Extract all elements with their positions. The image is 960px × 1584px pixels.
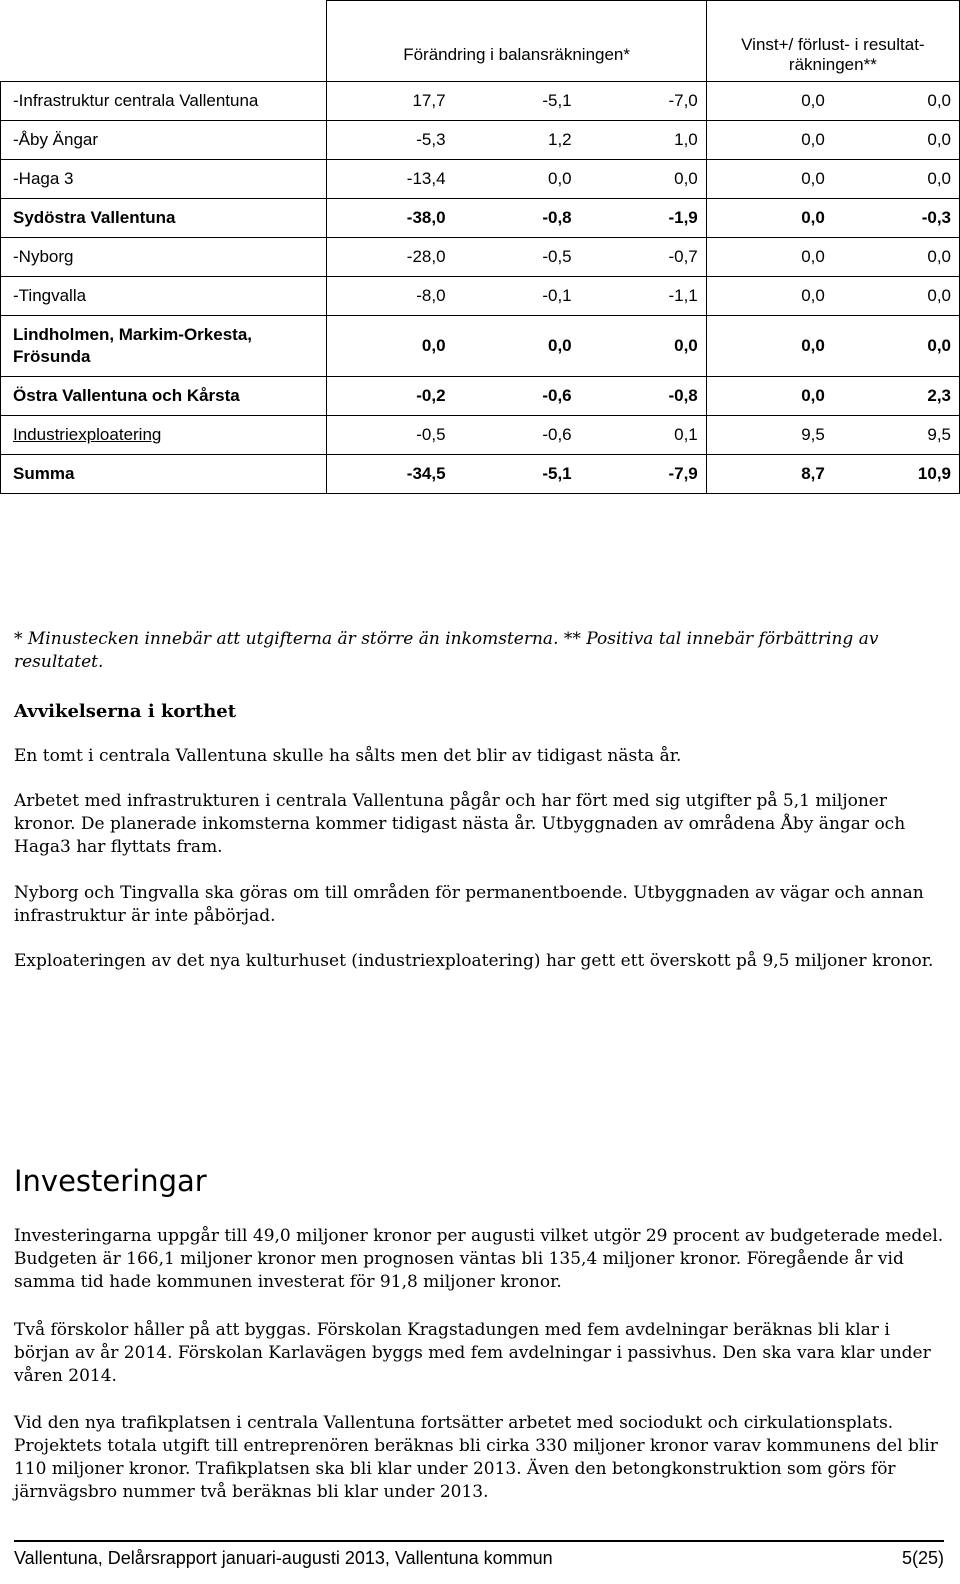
row-value: 9,5	[706, 416, 833, 455]
header-result: Vinst+/ förlust- i resultat-räkningen**	[706, 1, 959, 82]
row-value: 0,0	[327, 316, 454, 377]
exploitation-table	[0, 0, 960, 494]
row-value: 2,3	[833, 377, 960, 416]
table-row	[1, 377, 960, 416]
row-value: 0,0	[833, 82, 960, 121]
row-value: 0,0	[454, 316, 580, 377]
table-row	[1, 455, 960, 494]
row-value: -0,6	[454, 377, 580, 416]
row-value: 0,0	[833, 316, 960, 377]
row-value: -0,8	[454, 199, 580, 238]
row-label: Sydöstra Vallentuna	[1, 199, 327, 238]
table-row	[1, 82, 960, 121]
row-value: 0,0	[706, 199, 833, 238]
row-label: Industriexploatering	[1, 416, 327, 455]
row-value: -0,6	[454, 416, 580, 455]
table-footnote: * Minustecken innebär att utgifterna är större än inkomsterna. ** Positiva tal innebär förbättring av resultatet.	[14, 629, 879, 672]
row-value: -5,1	[454, 82, 580, 121]
row-value: 0,0	[454, 160, 580, 199]
row-value: -8,0	[327, 277, 454, 316]
row-value: 8,7	[706, 455, 833, 494]
header-balance: Förändring i balansräkningen*	[327, 1, 706, 82]
row-value: -0,1	[454, 277, 580, 316]
row-value: 1,2	[454, 121, 580, 160]
table-row	[1, 121, 960, 160]
row-label: -Nyborg	[1, 238, 327, 277]
table-row	[1, 160, 960, 199]
row-value: -1,9	[580, 199, 707, 238]
row-label: -Tingvalla	[1, 277, 327, 316]
row-label: -Haga 3	[1, 160, 327, 199]
row-value: -0,5	[454, 238, 580, 277]
row-value: -7,0	[580, 82, 707, 121]
row-value: 0,0	[706, 121, 833, 160]
row-value: 9,5	[833, 416, 960, 455]
row-value: -5,1	[454, 455, 580, 494]
table-row	[1, 238, 960, 277]
row-value: 0,0	[833, 277, 960, 316]
header-blank-cell	[1, 1, 327, 82]
row-value: -38,0	[327, 199, 454, 238]
row-label: -Infrastruktur centrala Vallentuna	[1, 82, 327, 121]
row-value: 0,0	[706, 82, 833, 121]
row-value: -7,9	[580, 455, 707, 494]
table-header-row	[1, 1, 960, 82]
row-value: 17,7	[327, 82, 454, 121]
investments-paragraph-2: Två förskolor håller på att byggas. Förskolan Kragstadungen med fem avdelningar beräknas bli klar i början av år 2014. Förskolan Karlavägen byggs med fem avdelningar i passivhus. Den ska vara klar under våren 2014.	[14, 1320, 931, 1386]
row-value: 0,0	[833, 121, 960, 160]
row-value: 0,0	[833, 238, 960, 277]
row-value: 0,1	[580, 416, 707, 455]
row-value: -0,5	[327, 416, 454, 455]
investments-title: Investeringar	[14, 1164, 207, 1198]
row-value: 10,9	[833, 455, 960, 494]
row-value: 0,0	[833, 160, 960, 199]
deviations-paragraph-4: Exploateringen av det nya kulturhuset (industriexploatering) har gett ett överskott på 9,5 miljoner kronor.	[14, 951, 934, 971]
page-number: 5(25)	[901, 1548, 944, 1568]
row-value: -0,2	[327, 377, 454, 416]
table-row	[1, 416, 960, 455]
row-value: -34,5	[327, 455, 454, 494]
table-row	[1, 199, 960, 238]
deviations-paragraph-2: Arbetet med infrastrukturen i centrala Vallentuna pågår och har fört med sig utgifter på 5,1 miljoner kronor. De planerade inkomsterna kommer tidigast nästa år. Utbyggnaden av områdena Åby ängar och Haga3 har flyttats fram.	[14, 791, 906, 857]
table-row	[1, 277, 960, 316]
row-label: Lindholmen, Markim-Orkesta, Frösunda	[1, 316, 327, 377]
row-value: 0,0	[706, 377, 833, 416]
row-value: 0,0	[580, 160, 707, 199]
row-value: -1,1	[580, 277, 707, 316]
row-value: -0,7	[580, 238, 707, 277]
investments-paragraph-1: Investeringarna uppgår till 49,0 miljoner kronor per augusti vilket utgör 29 procent av budgeterade medel. Budgeten är 166,1 miljoner kronor men prognosen väntas bli 135,4 miljoner kronor. Föregående år vid samma tid hade kommunen investerat för 91,8 miljoner kronor.	[14, 1226, 944, 1292]
deviations-heading: Avvikelserna i korthet	[14, 701, 237, 722]
row-value: 0,0	[706, 238, 833, 277]
row-value: 0,0	[706, 277, 833, 316]
deviations-paragraph-1: En tomt i centrala Vallentuna skulle ha sålts men det blir av tidigast nästa år.	[14, 746, 682, 766]
row-label: -Åby Ängar	[1, 121, 327, 160]
row-value: -5,3	[327, 121, 454, 160]
row-label: Östra Vallentuna och Kårsta	[1, 377, 327, 416]
footer-title: Vallentuna, Delårsrapport januari-augusti 2013, Vallentuna kommun	[14, 1548, 553, 1568]
deviations-paragraph-3: Nyborg och Tingvalla ska göras om till områden för permanentboende. Utbyggnaden av vägar och annan infrastruktur är inte påbörjad.	[14, 883, 924, 926]
row-value: 0,0	[706, 316, 833, 377]
row-value: -0,3	[833, 199, 960, 238]
row-value: 0,0	[580, 316, 707, 377]
row-value: 0,0	[706, 160, 833, 199]
row-value: -0,8	[580, 377, 707, 416]
row-label: Summa	[1, 455, 327, 494]
table-row	[1, 316, 960, 377]
row-value: 1,0	[580, 121, 707, 160]
investments-paragraph-3: Vid den nya trafikplatsen i centrala Vallentuna fortsätter arbetet med sociodukt och cirkulationsplats. Projektets totala utgift till entreprenören beräknas bli cirka 330 miljoner kronor varav kommunens del blir 110 miljoner kronor. Trafikplatsen ska bli klar under 2013. Även den betongkonstruktion som görs för järnvägsbro nummer två beräknas bli klar under 2013.	[14, 1413, 938, 1502]
row-value: -13,4	[327, 160, 454, 199]
row-value: -28,0	[327, 238, 454, 277]
page-footer	[14, 1540, 944, 1569]
